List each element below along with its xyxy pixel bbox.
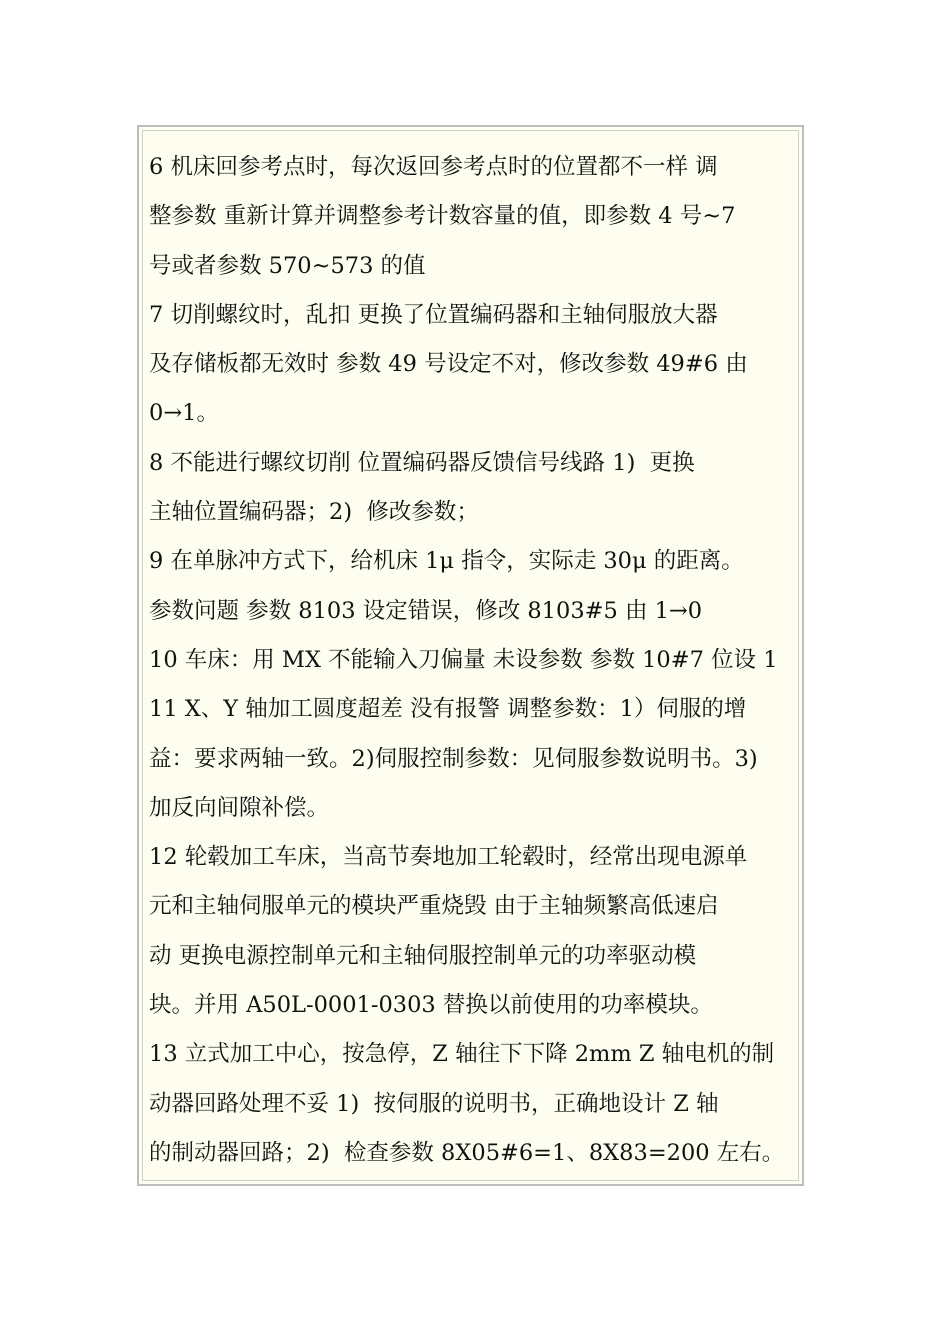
text-line: 加反向间隙补偿。	[149, 794, 330, 821]
text-frame-inner	[142, 130, 799, 1181]
text-line: 13 立式加工中心，按急停，Z 轴往下下降 2mm Z 轴电机的制	[149, 1041, 775, 1068]
text-line: 12 轮毂加工车床，当高节奏地加工轮毂时，经常出现电源单	[149, 844, 748, 871]
text-line: 动 更换电源控制单元和主轴伺服控制单元的功率驱动模	[149, 942, 697, 969]
text-line: 及存储板都无效时 参数 49 号设定不对，修改参数 49#6 由	[149, 351, 748, 378]
document-body	[149, 143, 801, 1178]
text-line: 元和主轴伺服单元的模块严重烧毁 由于主轴频繁高低速启	[149, 893, 719, 920]
text-line: 7 切削螺纹时，乱扣 更换了位置编码器和主轴伺服放大器	[149, 301, 718, 328]
text-line: 8 不能进行螺纹切削 位置编码器反馈信号线路 1) 更换	[149, 449, 695, 476]
text-line: 9 在单脉冲方式下，给机床 1μ 指令，实际走 30μ 的距离。	[149, 548, 744, 575]
text-line: 动器回路处理不妥 1) 按伺服的说明书，正确地设计 Z 轴	[149, 1090, 719, 1117]
text-line: 块。并用 A50L-0001-0303 替换以前使用的功率模块。	[149, 992, 713, 1019]
text-line: 号或者参数 570~573 的值	[149, 252, 426, 279]
text-line: 益：要求两轴一致。2)伺服控制参数：见伺服参数说明书。3)	[149, 745, 758, 772]
text-line: 0→1。	[149, 400, 219, 427]
text-line: 的制动器回路；2) 检查参数 8X05#6=1、8X83=200 左右。	[149, 1139, 785, 1166]
text-line: 11 X、Y 轴加工圆度超差 没有报警 调整参数：1）伺服的增	[149, 696, 747, 723]
text-frame	[137, 125, 804, 1186]
text-line: 主轴位置编码器；2) 修改参数；	[149, 499, 479, 526]
text-line: 参数问题 参数 8103 设定错误，修改 8103#5 由 1→0	[149, 597, 703, 624]
text-line: 整参数 重新计算并调整参考计数容量的值，即参数 4 号~7	[149, 203, 736, 230]
text-line: 6 机床回参考点时，每次返回参考点时的位置都不一样 调	[149, 154, 718, 180]
text-line: 10 车床：用 MX 不能输入刀偏量 未设参数 参数 10#7 位设 1	[149, 646, 778, 673]
